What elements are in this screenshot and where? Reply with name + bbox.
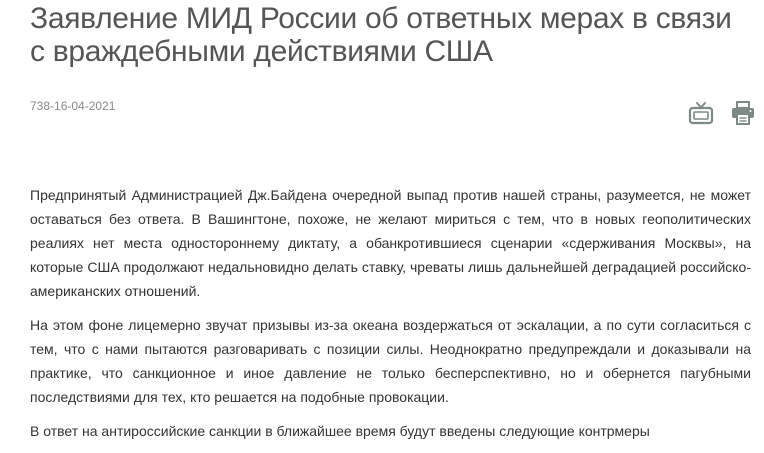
paragraph: Предпринятый Администрацией Дж.Байдена очередной выпад против нашей страны, разумеется, не может оставаться без ответа. В Вашингтоне, похоже, не желают мириться с тем, что в новых геополитических реалиях нет места одностороннему диктату, а обанкротившиеся сценарии «сдерживания Москвы», на которые США продолжают недальновидно делать ставку, чреваты лишь дальнейшей деградацией российско-американских отношений. [30, 187, 751, 299]
paragraph: На этом фоне лицемерно звучат призывы из-за океана воздержаться от эскалации, а по сути согласиться с тем, что с нами пытаются разговаривать с позиции силы. Неоднократно предупреждали и доказывали на практике, что санкционное и иное давление не только бесперспективно, но и обернется пагубными последствиями для тех, кто решается на подобные провокации. [30, 317, 751, 405]
paragraph: В ответ на антироссийские санкции в ближайшее время будут введены следующие контрмеры [30, 423, 650, 439]
article-body [30, 183, 751, 453]
printer-icon[interactable] [730, 100, 756, 126]
page-title: Заявление МИД России об ответных мерах в связи с враждебными действиями США [30, 2, 732, 68]
article-tools [688, 100, 756, 126]
tv-icon[interactable] [688, 100, 714, 126]
document-meta: 738-16-04-2021 [30, 99, 116, 113]
